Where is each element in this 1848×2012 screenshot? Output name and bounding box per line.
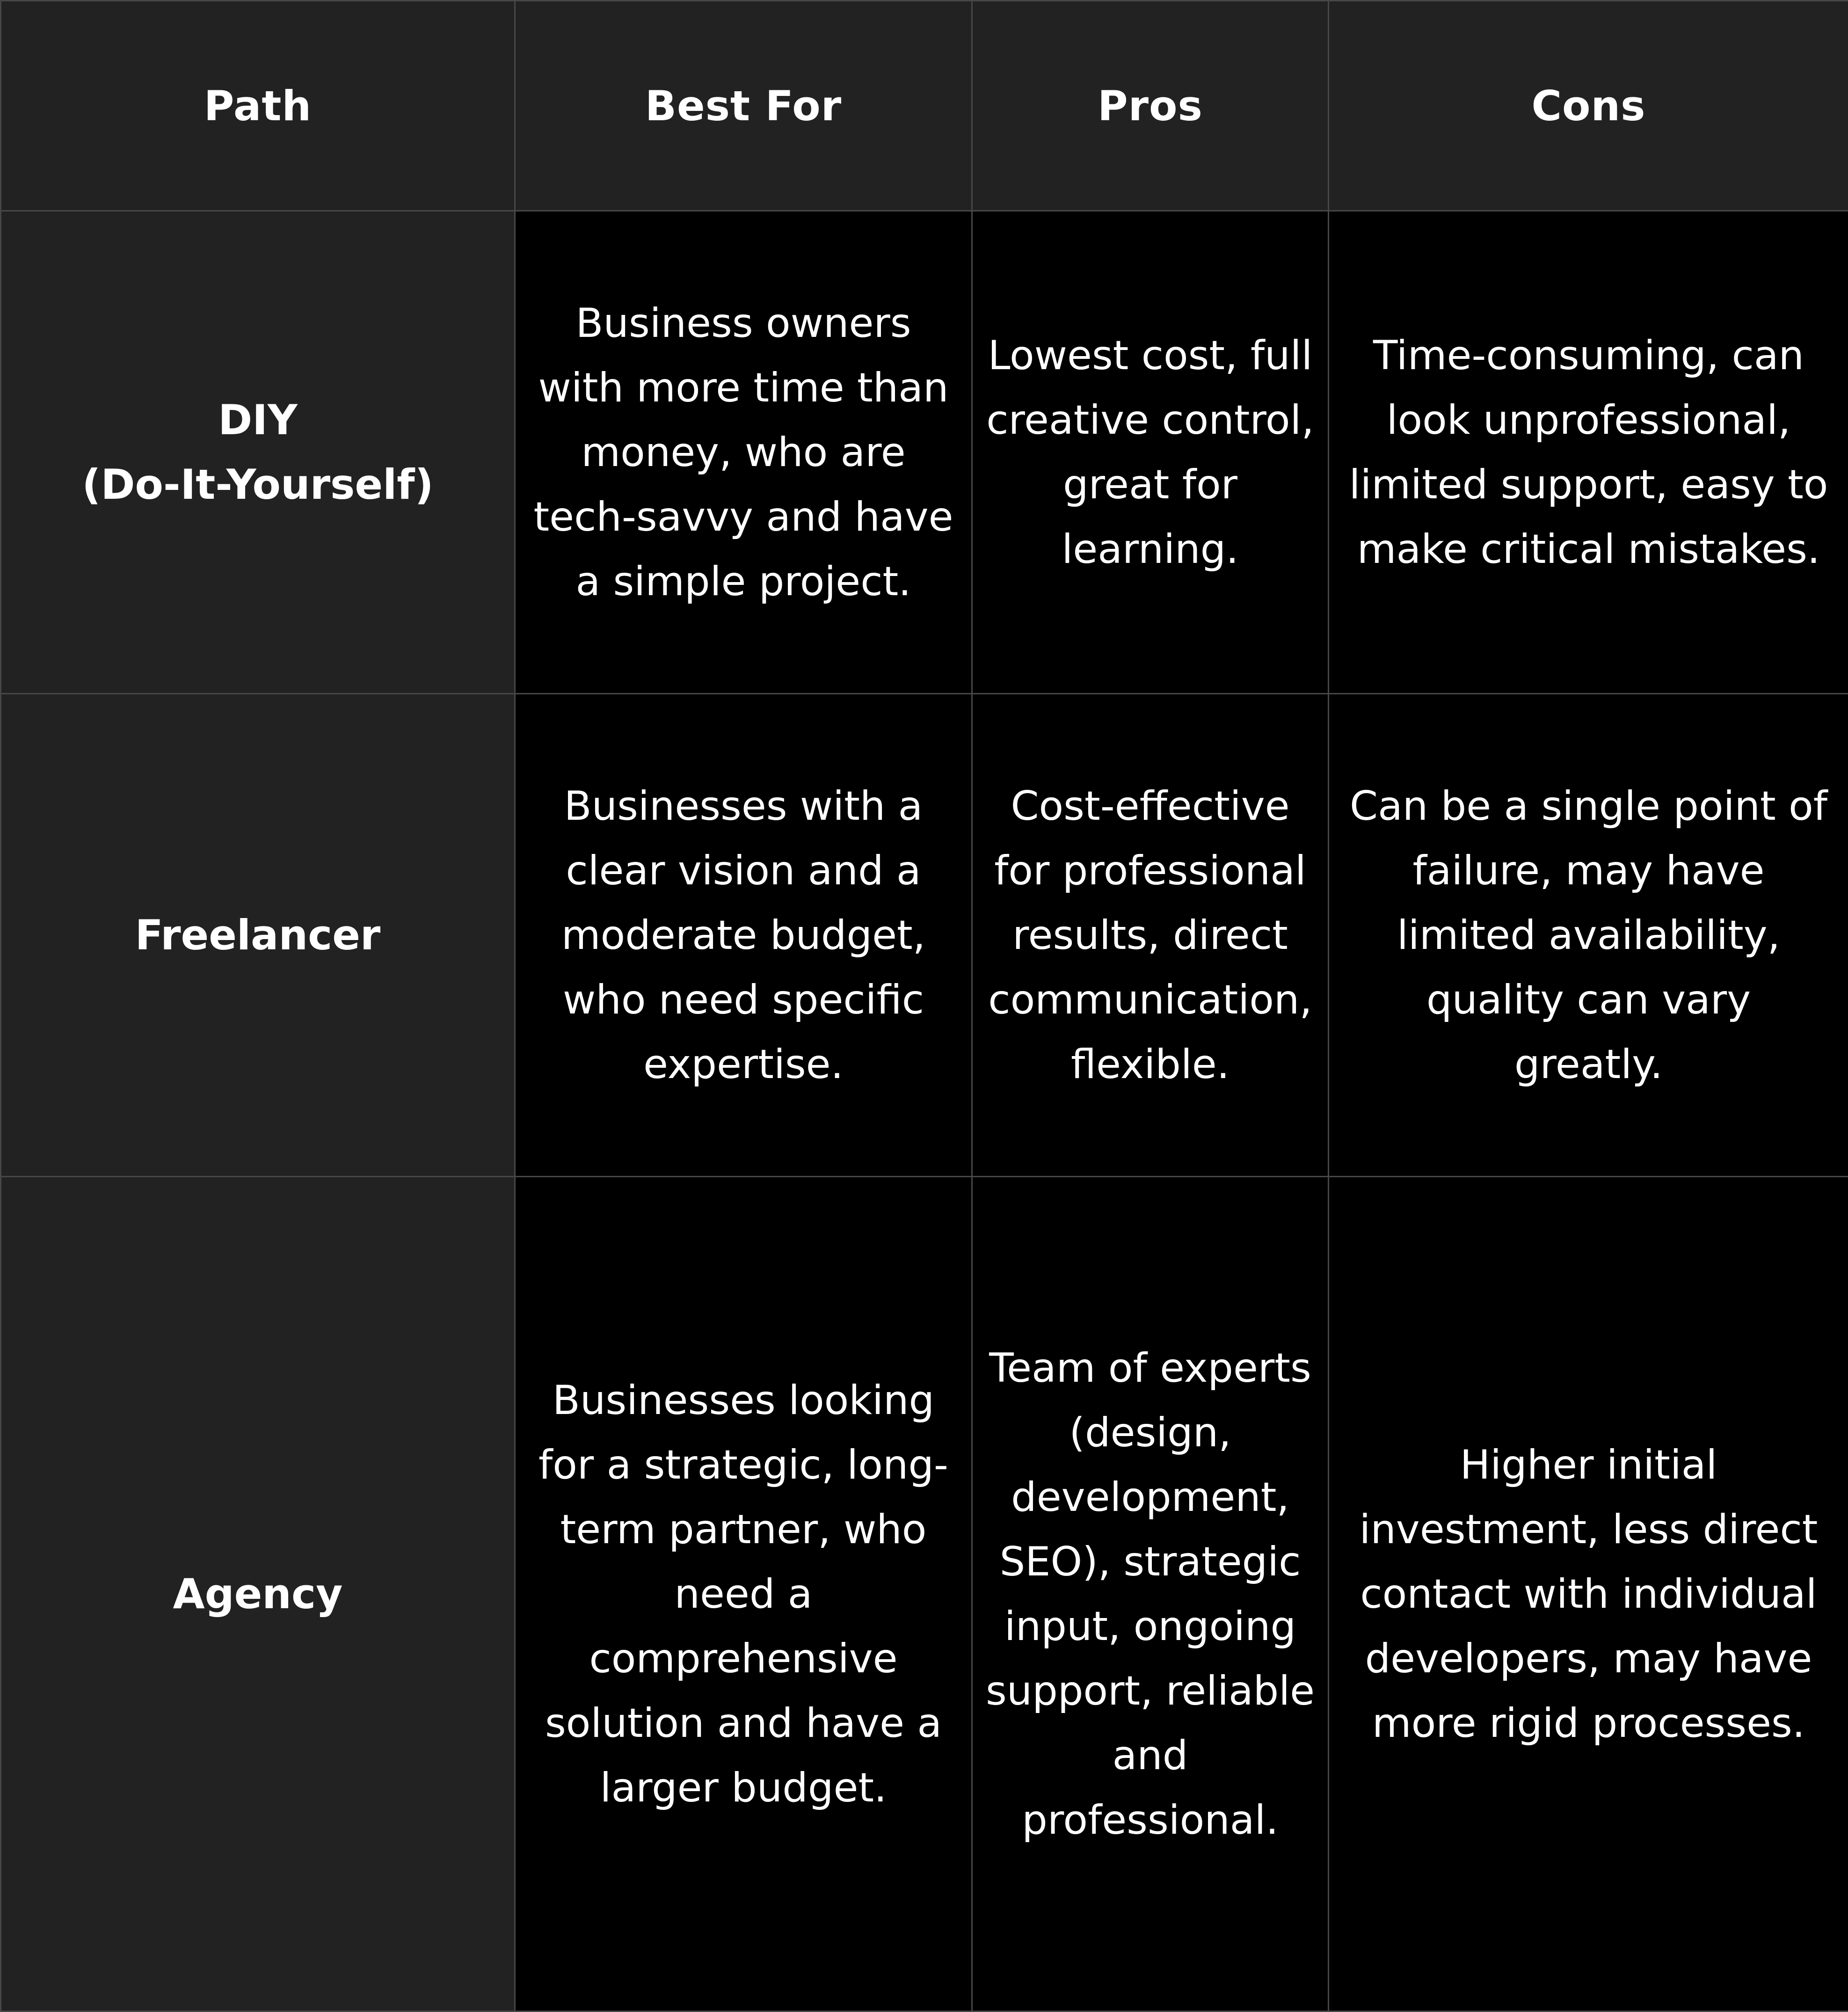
path-label-sub: (Do-It-Yourself) — [82, 460, 434, 509]
table-body — [1, 211, 1848, 2012]
pros-cell: Cost-effective for professional results, direct communication, flexible. — [972, 694, 1329, 1177]
pros-cell: Team of experts (design, development, SEO), strategic input, ongoing support, reliable and professional. — [972, 1177, 1329, 2012]
path-label: DIY (Do-It-Yourself) — [82, 396, 434, 509]
path-cell: Freelancer — [1, 694, 515, 1177]
path-cell: Agency — [1, 1177, 515, 2012]
header-row — [1, 1, 1848, 211]
header-pros: Pros — [972, 1, 1329, 211]
table-header — [1, 1, 1848, 211]
cons-cell: Higher initial investment, less direct contact with individual developers, may have more rigid processes. — [1329, 1177, 1848, 2012]
table-row-freelancer — [1, 694, 1848, 1177]
header-best-for: Best For — [515, 1, 972, 211]
path-cell — [1, 211, 515, 694]
cons-cell: Can be a single point of failure, may have limited availability, quality can vary greatly. — [1329, 694, 1848, 1177]
table-row-diy — [1, 211, 1848, 694]
table-row-agency — [1, 1177, 1848, 2012]
cons-cell: Time-consuming, can look unprofessional, limited support, easy to make critical mistakes. — [1329, 211, 1848, 694]
header-cons: Cons — [1329, 1, 1848, 211]
best-for-cell: Businesses looking for a strategic, long-term partner, who need a comprehensive solution and have a larger budget. — [515, 1177, 972, 2012]
header-path: Path — [1, 1, 515, 211]
best-for-cell: Businesses with a clear vision and a moderate budget, who need specific expertise. — [515, 694, 972, 1177]
pros-cell: Lowest cost, full creative control, great for learning. — [972, 211, 1329, 694]
best-for-cell: Business owners with more time than money, who are tech-savvy and have a simple project. — [515, 211, 972, 694]
